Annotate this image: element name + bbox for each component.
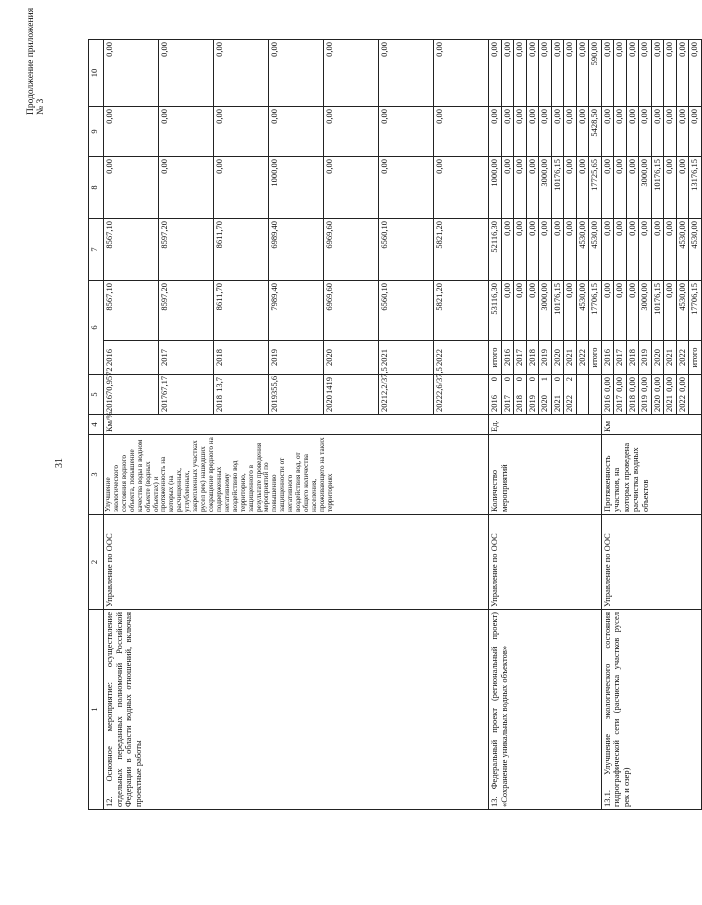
target-value: 67,17: [159, 375, 169, 395]
fin-col9: 0,00: [639, 107, 652, 157]
target-value: 0: [526, 377, 537, 382]
fin-total: 17706,15: [689, 281, 702, 341]
target-cell: [589, 375, 602, 415]
measure-name: 12. Основное мероприятие: осуществление отдельных переданных полномочий Российской Федерации в области водных отношений, включая проектные работы: [104, 610, 489, 810]
column-number-row: [89, 40, 104, 810]
fin-col9: 0,00: [676, 107, 689, 157]
target-value: 0,00: [626, 377, 637, 392]
target-value: 2: [564, 377, 575, 382]
target-cell: [159, 375, 214, 415]
continuation-note: Продолжение приложения № 3: [26, 7, 46, 115]
fin-col7: 4530,00: [576, 219, 589, 281]
fin-col8: 3000,00: [639, 157, 652, 219]
program-table: [88, 39, 702, 810]
fin-total: 6969,60: [324, 281, 379, 341]
target-cell: [514, 375, 527, 415]
target-cell: [689, 375, 702, 415]
responsible: Управление по ООС: [104, 515, 489, 610]
fin-col8: 13176,15: [689, 157, 702, 219]
fin-col7: 0,00: [601, 219, 614, 281]
fin-col10: 0,00: [379, 40, 434, 107]
fin-total: 53116,30: [489, 281, 502, 341]
fin-total: 0,00: [601, 281, 614, 341]
fin-col10: 0,00: [664, 40, 677, 107]
fin-col10: 0,00: [214, 40, 269, 107]
target-cell: [614, 375, 627, 415]
target-year: 2018: [214, 395, 224, 412]
fin-col8: 1000,00: [489, 157, 502, 219]
fin-total: 0,00: [501, 281, 514, 341]
fin-col10: 0,00: [104, 40, 159, 107]
fin-total: 0,00: [514, 281, 527, 341]
fin-col8: 1000,00: [269, 157, 324, 219]
fin-year: 2019: [639, 341, 652, 375]
fin-col9: 0,00: [689, 107, 702, 157]
fin-col9: 0,00: [324, 107, 379, 157]
fin-col10: 0,00: [159, 40, 214, 107]
target-value: 1: [539, 377, 550, 382]
fin-col8: 0,00: [324, 157, 379, 219]
fin-col7: 0,00: [614, 219, 627, 281]
fin-col10: 590,00: [589, 40, 602, 107]
target-cell: [601, 375, 614, 415]
fin-col9: 0,00: [664, 107, 677, 157]
table-row: [489, 40, 502, 810]
fin-year: 2020: [324, 341, 379, 375]
unit: Км: [601, 415, 701, 435]
target-year: 2016: [601, 395, 612, 412]
fin-year: 2018: [526, 341, 539, 375]
fin-col8: 0,00: [501, 157, 514, 219]
fin-total: 5821,20: [434, 281, 489, 341]
col-number: 9: [89, 107, 104, 157]
target-cell: [664, 375, 677, 415]
fin-col10: 0,00: [651, 40, 664, 107]
target-year: 2022: [676, 395, 687, 412]
fin-total: 0,00: [664, 281, 677, 341]
fin-col8: 0,00: [514, 157, 527, 219]
col-number: 2: [89, 515, 104, 610]
fin-col10: 0,00: [501, 40, 514, 107]
fin-total: 8597,20: [159, 281, 214, 341]
target-year: 2019: [639, 395, 650, 412]
fin-total: 6560,10: [379, 281, 434, 341]
fin-col8: 10176,15: [651, 157, 664, 219]
target-cell: [214, 375, 269, 415]
fin-col8: 0,00: [576, 157, 589, 219]
fin-col10: 0,00: [551, 40, 564, 107]
target-value: 2,2/37,5: [379, 367, 389, 395]
fin-col7: 0,00: [639, 219, 652, 281]
target-year: 2021: [379, 395, 389, 412]
target-value: 13,7: [214, 377, 224, 392]
target-cell: [434, 367, 489, 415]
target-year: 2017: [159, 395, 169, 412]
target-year: 2022: [564, 395, 575, 412]
table-row: [104, 40, 159, 810]
fin-col9: 5428,50: [589, 107, 602, 157]
responsible: Управление по ООС: [601, 515, 701, 610]
target-value: 0: [551, 377, 562, 382]
fin-total: 7989,40: [269, 281, 324, 341]
fin-col10: 0,00: [514, 40, 527, 107]
fin-total: 4530,00: [676, 281, 689, 341]
fin-col7: 0,00: [514, 219, 527, 281]
fin-col10: 0,00: [626, 40, 639, 107]
fin-year: 2017: [159, 341, 214, 375]
fin-col9: 0,00: [434, 107, 489, 157]
fin-col8: 0,00: [601, 157, 614, 219]
fin-year: 2020: [551, 341, 564, 375]
fin-col7: 8567,10: [104, 219, 159, 281]
col-number: 7: [89, 219, 104, 281]
indicator: Протяженность участков, на которых проведена расчистка водных объектов: [601, 435, 701, 515]
fin-col9: 0,00: [159, 107, 214, 157]
fin-year: 2021: [379, 341, 434, 375]
target-value: 0,00: [664, 377, 675, 392]
fin-year: итого: [689, 341, 702, 375]
col-number: 8: [89, 157, 104, 219]
fin-col10: 0,00: [576, 40, 589, 107]
target-cell: [379, 367, 434, 415]
fin-col7: 8597,20: [159, 219, 214, 281]
fin-col10: 0,00: [564, 40, 577, 107]
target-value: 0,00: [614, 377, 625, 392]
fin-col9: 0,00: [514, 107, 527, 157]
fin-col8: 10176,15: [551, 157, 564, 219]
measure-name: 13. Федеральный проект (региональный проект) «Сохранение уникальных водных объектов»: [489, 610, 602, 810]
col-number: 1: [89, 610, 104, 810]
fin-col8: 0,00: [104, 157, 159, 219]
unit: Ед.: [489, 415, 602, 435]
fin-col7: 4530,00: [689, 219, 702, 281]
fin-total: 4530,00: [576, 281, 589, 341]
fin-col7: 0,00: [551, 219, 564, 281]
fin-col7: 0,00: [664, 219, 677, 281]
target-cell: [564, 375, 577, 415]
fin-total: 10176,15: [551, 281, 564, 341]
target-year: 2017: [614, 395, 625, 412]
fin-col8: 0,00: [526, 157, 539, 219]
fin-year: 2016: [501, 341, 514, 375]
measure-name: 13.1. Улучшение экологического состояния гидрографической сети (расчистка участков русел рек и озер): [601, 610, 701, 810]
fin-col9: 0,00: [379, 107, 434, 157]
target-cell: [576, 375, 589, 415]
fin-col9: 0,00: [539, 107, 552, 157]
fin-col9: 0,00: [489, 107, 502, 157]
col-number: 5: [89, 375, 104, 415]
indicator: Количество мероприятий: [489, 435, 602, 515]
target-year: 2019: [526, 395, 537, 412]
target-year: 2016: [104, 395, 114, 412]
fin-total: 0,00: [614, 281, 627, 341]
fin-total: 0,00: [626, 281, 639, 341]
fin-year: 2021: [664, 341, 677, 375]
fin-col10: 0,00: [324, 40, 379, 107]
target-value: 1419: [324, 377, 334, 394]
target-cell: [639, 375, 652, 415]
fin-col9: 0,00: [564, 107, 577, 157]
target-year: 2019: [269, 395, 279, 412]
col-number: 4: [89, 415, 104, 435]
fin-col10: 0,00: [434, 40, 489, 107]
fin-col9: 0,00: [269, 107, 324, 157]
fin-col8: 0,00: [379, 157, 434, 219]
fin-col8: 0,00: [626, 157, 639, 219]
fin-col7: 6989,40: [269, 219, 324, 281]
indicator: Улучшение экологического состояния водного объекта, повышение качества воды в водном объекте (водных объектах) и протяженность на которых (на расчищенных, углубленных, закрепленных участках русел рек) нашедших сокращение вредного на подверженных негативному воздействию вод территорию, защищенного в результате проведения мероприятий по повышению защищенности от негативного воздействия вод, от общего количества населения, проживающего на таких территориях: [104, 435, 489, 515]
fin-col9: 0,00: [104, 107, 159, 157]
fin-col10: 0,00: [601, 40, 614, 107]
fin-col7: 0,00: [501, 219, 514, 281]
target-value: 355,6: [269, 375, 279, 395]
target-year: 2020: [539, 395, 550, 412]
fin-total: 0,00: [564, 281, 577, 341]
fin-col8: 0,00: [664, 157, 677, 219]
fin-total: 17706,15: [589, 281, 602, 341]
target-value: 0: [501, 377, 512, 382]
fin-total: 0,00: [526, 281, 539, 341]
target-value: 0: [514, 377, 525, 382]
unit: Км/%: [104, 415, 489, 435]
fin-col7: 52116,30: [489, 219, 502, 281]
fin-col10: 0,00: [614, 40, 627, 107]
target-value: 0,00: [651, 377, 662, 392]
fin-col8: 0,00: [434, 157, 489, 219]
target-year: 2021: [664, 395, 675, 412]
fin-col7: 4530,00: [589, 219, 602, 281]
target-year: 2018: [514, 395, 525, 412]
fin-col7: 0,00: [626, 219, 639, 281]
target-year: 2017: [501, 395, 512, 412]
table-row: [601, 40, 614, 810]
target-cell: [526, 375, 539, 415]
page-number: 31: [54, 458, 65, 468]
target-year: 2016: [489, 395, 499, 412]
fin-year: 2022: [576, 341, 589, 375]
fin-col8: 17725,65: [589, 157, 602, 219]
target-value: 0,00: [676, 377, 687, 392]
target-year: 2022: [434, 395, 444, 412]
fin-total: 3000,00: [639, 281, 652, 341]
target-value: 2,6/37,5: [434, 367, 444, 395]
fin-col7: 0,00: [526, 219, 539, 281]
fin-year: итого: [589, 341, 602, 375]
fin-total: 3000,00: [539, 281, 552, 341]
fin-col9: 0,00: [651, 107, 664, 157]
fin-col9: 0,00: [501, 107, 514, 157]
fin-col8: 0,00: [159, 157, 214, 219]
target-cell: [489, 375, 502, 415]
fin-year: 2018: [214, 341, 269, 375]
fin-year: 2020: [651, 341, 664, 375]
fin-year: 2021: [564, 341, 577, 375]
target-cell: [324, 375, 379, 415]
fin-col9: 0,00: [601, 107, 614, 157]
fin-col8: 3000,00: [539, 157, 552, 219]
target-year: 2020: [651, 395, 662, 412]
fin-total: 8611,70: [214, 281, 269, 341]
col-number: 10: [89, 40, 104, 107]
target-value: 0,00: [601, 377, 612, 392]
target-value: 0,00: [639, 377, 650, 392]
fin-year: 2016: [601, 341, 614, 375]
fin-col10: 0,00: [689, 40, 702, 107]
target-cell: [104, 367, 159, 415]
fin-col8: 0,00: [614, 157, 627, 219]
fin-year: 2019: [269, 341, 324, 375]
fin-year: 2018: [626, 341, 639, 375]
fin-total: 10176,15: [651, 281, 664, 341]
target-cell: [626, 375, 639, 415]
fin-col9: 0,00: [576, 107, 589, 157]
fin-col8: 0,00: [214, 157, 269, 219]
target-cell: [269, 375, 324, 415]
target-value: 0: [489, 377, 499, 382]
responsible: Управление по ООС: [489, 515, 602, 610]
fin-col10: 0,00: [489, 40, 502, 107]
fin-col8: 0,00: [676, 157, 689, 219]
fin-year: 2022: [676, 341, 689, 375]
fin-col9: 0,00: [551, 107, 564, 157]
fin-col9: 0,00: [614, 107, 627, 157]
target-cell: [551, 375, 564, 415]
fin-year: 2017: [514, 341, 527, 375]
col-number: 6: [89, 281, 104, 375]
fin-total: 8567,10: [104, 281, 159, 341]
fin-col7: 6560,10: [379, 219, 434, 281]
fin-col7: 6969,60: [324, 219, 379, 281]
fin-col9: 0,00: [214, 107, 269, 157]
target-year: 2018: [626, 395, 637, 412]
fin-col10: 0,00: [639, 40, 652, 107]
fin-col7: 5821,20: [434, 219, 489, 281]
fin-year: 2017: [614, 341, 627, 375]
fin-col7: 4530,00: [676, 219, 689, 281]
target-year: 2021: [551, 395, 562, 412]
fin-col10: 0,00: [269, 40, 324, 107]
target-year: 2020: [324, 395, 334, 412]
fin-col10: 0,00: [526, 40, 539, 107]
fin-col7: 0,00: [539, 219, 552, 281]
target-cell: [539, 375, 552, 415]
fin-year: 2016: [104, 341, 159, 375]
fin-col7: 0,00: [651, 219, 664, 281]
col-number: 3: [89, 435, 104, 515]
fin-year: 2022: [434, 341, 489, 375]
fin-year: итого: [489, 341, 502, 375]
fin-col7: 0,00: [564, 219, 577, 281]
fin-col9: 0,00: [526, 107, 539, 157]
fin-col7: 8611,70: [214, 219, 269, 281]
fin-col10: 0,00: [539, 40, 552, 107]
target-cell: [651, 375, 664, 415]
target-value: 70,9572: [104, 367, 114, 395]
target-cell: [501, 375, 514, 415]
target-cell: [676, 375, 689, 415]
fin-year: 2019: [539, 341, 552, 375]
fin-col10: 0,00: [676, 40, 689, 107]
fin-col8: 0,00: [564, 157, 577, 219]
fin-col9: 0,00: [626, 107, 639, 157]
